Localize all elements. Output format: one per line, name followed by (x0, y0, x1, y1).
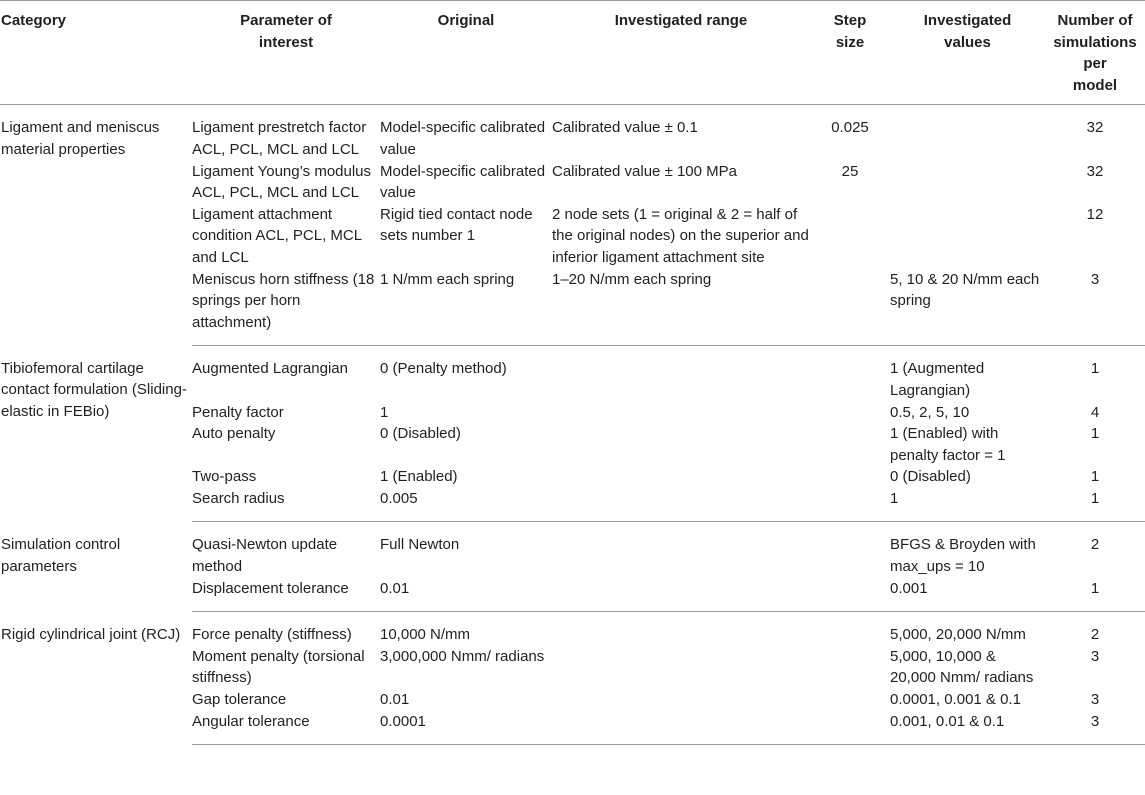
table-row (0, 522, 1145, 578)
category-cell: Rigid cylindrical joint (RCJ) (1, 625, 181, 643)
values-cell: 5, 10 & 20 N/mm each spring (890, 269, 1045, 346)
values-cell: 5,000, 20,000 N/mm (890, 626, 1026, 644)
table-row (0, 346, 1145, 402)
sims-cell: 12 (1086, 205, 1104, 223)
original-cell: Model-specific calibrated value (380, 162, 546, 202)
range-cell: Calibrated value ± 0.1 (552, 119, 698, 137)
step-cell: 0.025 (831, 119, 869, 137)
values-cell: BFGS & Broyden with max_ups = 10 (890, 536, 1036, 576)
parameter-cell: Two-pass (192, 468, 257, 486)
original-cell: 0.005 (380, 488, 552, 522)
original-cell: 1 (380, 403, 389, 421)
range-cell: 1–20 N/mm each spring (552, 269, 810, 346)
sims-cell: 2 (1090, 626, 1100, 644)
original-cell: 1 N/mm each spring (380, 269, 552, 346)
values-cell: 0.001 (890, 578, 1045, 612)
range-cell (552, 466, 810, 488)
original-cell: Rigid tied contact node sets number 1 (380, 205, 533, 245)
original-cell: 0 (Penalty method) (380, 360, 507, 378)
parameter-cell: Ligament Young’s modulus ACL, PCL, MCL and LCL (192, 162, 372, 202)
values-cell: 1 (890, 488, 1045, 522)
category-cell: Ligament and meniscus material properties (1, 119, 160, 158)
parameter-cell: Ligament attachment condition ACL, PCL, MCL and LCL (192, 205, 362, 266)
step-cell (810, 646, 890, 689)
original-cell: Full Newton (380, 536, 460, 554)
table-header (0, 1, 1145, 105)
original-cell: 1 (Enabled) (380, 468, 458, 486)
values-cell (890, 204, 1045, 269)
step-cell (810, 346, 890, 402)
step-cell (810, 711, 890, 745)
step-cell (810, 578, 890, 612)
sims-cell: 3 (1045, 269, 1145, 346)
range-cell (552, 578, 810, 612)
step-cell (810, 689, 890, 711)
values-cell (890, 105, 1045, 161)
original-cell: 0 (Disabled) (380, 425, 461, 443)
values-cell: 5,000, 10,000 & 20,000 Nmm/ radians (890, 647, 1034, 687)
header-range: Investigated range (552, 1, 810, 105)
range-cell: Calibrated value ± 100 MPa (552, 162, 738, 180)
step-cell (810, 488, 890, 522)
sims-cell: 1 (1090, 360, 1100, 378)
sims-cell: 3 (1090, 647, 1100, 665)
header-category: Category (0, 1, 192, 105)
step-cell (810, 204, 890, 269)
values-cell (890, 161, 1045, 204)
sims-cell: 32 (1086, 119, 1104, 137)
sims-cell: 1 (1090, 425, 1100, 443)
parameter-cell: Penalty factor (192, 403, 284, 421)
parameter-cell: Moment penalty (torsional stiffness) (192, 647, 365, 687)
parameter-cell: Quasi-Newton update method (192, 536, 338, 576)
original-cell: 0.0001 (380, 711, 552, 745)
range-cell (552, 522, 810, 578)
parameter-cell: Angular tolerance (192, 711, 380, 745)
values-cell: 0.5, 2, 5, 10 (890, 403, 970, 421)
parameter-cell: Ligament prestretch factor ACL, PCL, MCL and LCL (192, 119, 367, 158)
table-row (0, 612, 1145, 646)
step-cell (810, 612, 890, 646)
sims-cell: 3 (1045, 711, 1145, 745)
range-cell (552, 488, 810, 522)
original-cell: 0.01 (380, 691, 410, 709)
original-cell: 10,000 N/mm (380, 626, 471, 644)
header-values: Investigated values (890, 1, 1045, 105)
parameter-cell: Augmented Lagrangian (192, 360, 348, 378)
header-original: Original (380, 1, 552, 105)
table-body (0, 105, 1145, 745)
original-cell: 0.01 (380, 578, 552, 612)
sims-cell: 32 (1086, 162, 1104, 180)
range-cell (552, 689, 810, 711)
category-cell: Tibiofemoral cartilage contact formulation (Sliding-elastic in FEBio) (1, 359, 187, 420)
range-cell (552, 612, 810, 646)
parameter-cell: Meniscus horn stiffness (18 springs per horn attachment) (192, 269, 380, 346)
category-cell: Simulation control parameters (1, 535, 121, 575)
parameter-cell: Gap tolerance (192, 691, 287, 709)
step-cell (810, 522, 890, 578)
sims-cell: 4 (1090, 403, 1100, 421)
header-parameter: Parameter of interest (192, 1, 380, 105)
step-cell (810, 402, 890, 424)
sims-cell: 1 (1090, 468, 1100, 486)
table-row (0, 105, 1145, 161)
values-cell: 0.0001, 0.001 & 0.1 (890, 691, 1021, 709)
header-sims: Number of simulations per model (1045, 1, 1145, 105)
values-cell: 0 (Disabled) (890, 468, 971, 486)
values-cell: 0.001, 0.01 & 0.1 (890, 711, 1045, 745)
parameter-cell: Search radius (192, 488, 380, 522)
step-cell: 25 (841, 162, 859, 180)
range-cell (552, 646, 810, 689)
original-cell: 3,000,000 Nmm/ radians (380, 647, 545, 665)
sims-cell: 2 (1090, 536, 1100, 554)
range-cell (552, 346, 810, 402)
parameter-cell: Displacement tolerance (192, 578, 380, 612)
sims-cell: 3 (1090, 691, 1100, 709)
range-cell (552, 711, 810, 745)
sims-cell: 1 (1045, 488, 1145, 522)
range-cell (552, 423, 810, 466)
parameter-cell: Auto penalty (192, 425, 276, 443)
step-cell (810, 269, 890, 346)
values-cell: 1 (Enabled) with penalty factor = 1 (890, 425, 1006, 464)
range-cell: 2 node sets (1 = original & 2 = half of the original nodes) on the superior and inferior ligament attachment site (552, 205, 809, 266)
original-cell: Model-specific calibrated value (380, 119, 546, 158)
values-cell: 1 (Augmented Lagrangian) (890, 360, 985, 399)
header-step: Step size (810, 1, 890, 105)
range-cell (552, 402, 810, 424)
step-cell (810, 466, 890, 488)
parameter-cell: Force penalty (stiffness) (192, 626, 352, 644)
step-cell (810, 423, 890, 466)
sims-cell: 1 (1045, 578, 1145, 612)
